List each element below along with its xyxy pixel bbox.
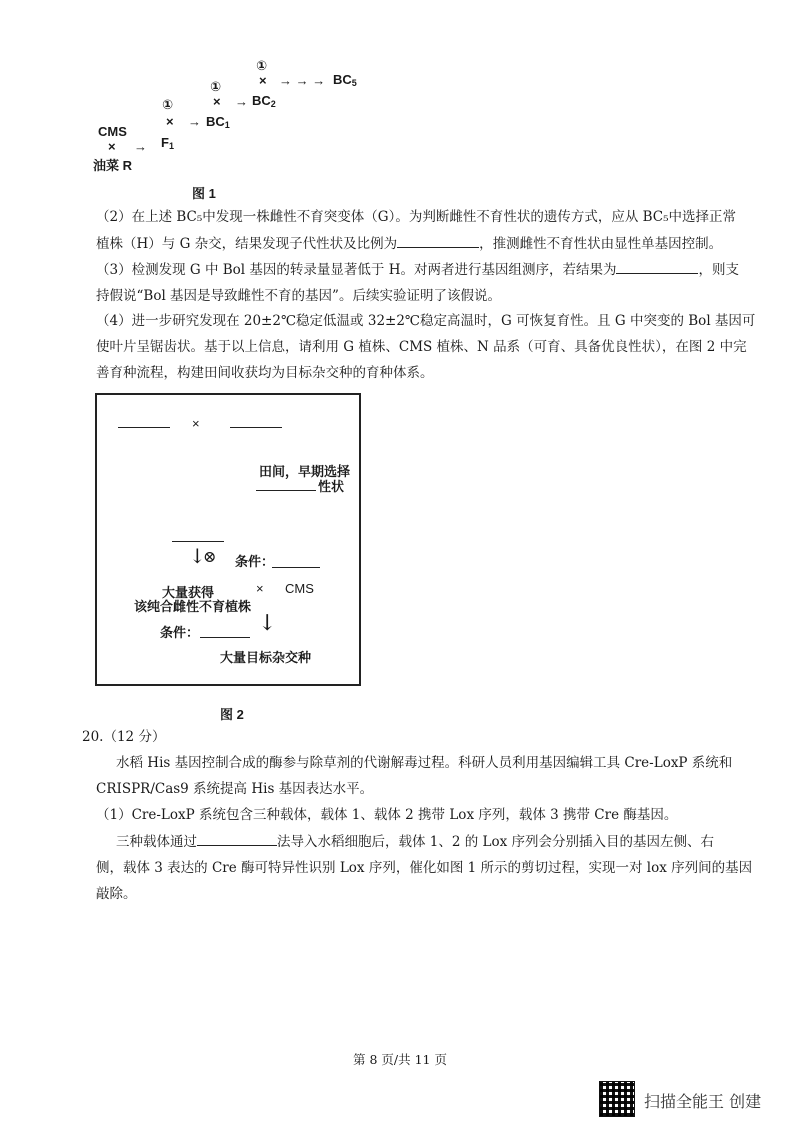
homozygous-sterile-label: 该纯合雌性不育植株 xyxy=(134,599,252,614)
q20-header: 20.（12 分） xyxy=(82,729,166,745)
condition-label-2: 条件： xyxy=(160,625,200,640)
q20-sub-1-line-3: 侧，载体 3 表达的 Cre 酶可特异性识别 Lox 序列，催化如图 1 所示的剪切过程，实现一对 lox 序列间的基因 xyxy=(96,860,753,876)
field-selection-label: 田间，早期选择 xyxy=(259,464,351,479)
q20-intro-line-2: CRISPR/Cas9 系统提高 His 基因表达水平。 xyxy=(96,781,374,797)
q3-line-2: 持假说“Bol 基因是导致雌性不育的基因”。后续实验证明了该假说。 xyxy=(96,288,501,304)
question-20 xyxy=(82,727,722,747)
scanner-watermark: 扫描全能王 创建 xyxy=(644,1092,762,1111)
arrow-icon: → xyxy=(188,114,201,129)
down-arrow-icon: ↓ xyxy=(189,544,206,568)
q4-line-2: 使叶片呈锯齿状。基于以上信息，请利用 G 植株、CMS 植株、N 品系（可育、具备优良性状），在图 2 中完 xyxy=(96,339,747,355)
q20-method-blank[interactable] xyxy=(197,831,277,846)
parent-blank-right[interactable] xyxy=(230,427,282,428)
backcross-circle-3: ① xyxy=(256,58,268,73)
selfing-symbol: ⊗ xyxy=(203,547,217,566)
down-arrow-icon: ↓ xyxy=(258,611,277,636)
condition-blank-1[interactable] xyxy=(272,567,320,568)
figure-2-box xyxy=(95,393,361,686)
cross-symbol: × xyxy=(166,114,174,129)
arrow-icon: → xyxy=(235,94,248,109)
trait-label: 性状 xyxy=(318,479,345,494)
mass-obtain-label: 大量获得 xyxy=(162,585,215,600)
target-hybrid-label: 大量目标杂交种 xyxy=(220,650,312,665)
f1-label: $F_1$ xyxy=(161,135,174,151)
cross-symbol: × xyxy=(192,416,200,431)
figure-1-caption: 图 1 xyxy=(192,186,216,201)
selfing-parent-blank[interactable] xyxy=(172,541,224,542)
bc1-label: $BC_1$ xyxy=(206,114,230,130)
backcross-circle-2: ① xyxy=(210,79,222,94)
q4-line-3: 善育种流程，构建田间收获均为目标杂交种的育种体系。 xyxy=(96,365,434,381)
condition-blank-2[interactable] xyxy=(200,637,250,638)
q20-sub-1-line-2: 三种载体通过 法导入水稻细胞后，载体 1、2 的 Lox 序列会分别插入目的基因左侧、右 xyxy=(96,831,736,852)
parent-blank-left[interactable] xyxy=(118,427,170,428)
cms-label: CMS xyxy=(98,124,127,139)
cross-symbol: × xyxy=(213,94,221,109)
q20-sub-1: （1）Cre-LoxP 系统包含三种载体，载体 1、载体 2 携带 Lox 序列，载体 3 携带 Cre 酶基因。 xyxy=(96,807,678,823)
condition-label-1: 条件： xyxy=(235,554,275,569)
figure-2-caption: 图 2 xyxy=(220,707,244,722)
arrow-icon: → xyxy=(134,139,147,154)
trait-blank[interactable] xyxy=(256,490,316,491)
q20-sub-1-line-4: 敲除。 xyxy=(96,886,137,902)
q20-body xyxy=(96,753,753,904)
triple-arrow-icon: → → → xyxy=(279,73,326,88)
q2-line-2: 植株（H）与 G 杂交，结果发现子代性状及比例为 ，推测雌性不育性状由显性单基因控制。 xyxy=(96,233,736,254)
question-2 xyxy=(96,207,736,254)
bc2-label: $BC_2$ xyxy=(252,93,276,109)
q20-intro-line-1: 水稻 His 基因控制合成的酶参与除草剂的代谢解毒过程。科研人员利用基因编辑工具 Cre-LoxP 系统和 xyxy=(116,755,733,771)
parent-rapeseed-r: 油菜 R xyxy=(93,158,133,173)
cross-symbol: × xyxy=(108,139,116,154)
cross-symbol: × xyxy=(259,73,267,88)
q3-answer-blank[interactable] xyxy=(616,259,698,274)
cms-plant-label: CMS xyxy=(285,581,314,596)
page-number: 第 8 页/共 11 页 xyxy=(353,1052,447,1067)
bc5-label: $BC_5$ xyxy=(333,72,357,88)
question-3 xyxy=(96,259,739,306)
question-4 xyxy=(96,311,756,383)
qr-code-icon xyxy=(599,1081,635,1117)
backcross-circle-1: ① xyxy=(162,97,174,112)
q4-line-1: （4）进一步研究发现在 20±2℃稳定低温或 32±2℃稳定高温时，G 可恢复育性。且 G 中突变的 Bol 基因可 xyxy=(96,313,756,329)
q2-answer-blank[interactable] xyxy=(397,233,479,248)
cross-symbol: × xyxy=(256,581,264,596)
q2-line-1: （2）在上述 BC₅中发现一株雌性不育突变体（G）。为判断雌性不育性状的遗传方式，应从 BC₅中选择正常 xyxy=(96,209,737,225)
q3-line-1: （3）检测发现 G 中 Bol 基因的转录量显著低于 H。对两者进行基因组测序，若结果为 ，则支 xyxy=(96,259,736,280)
